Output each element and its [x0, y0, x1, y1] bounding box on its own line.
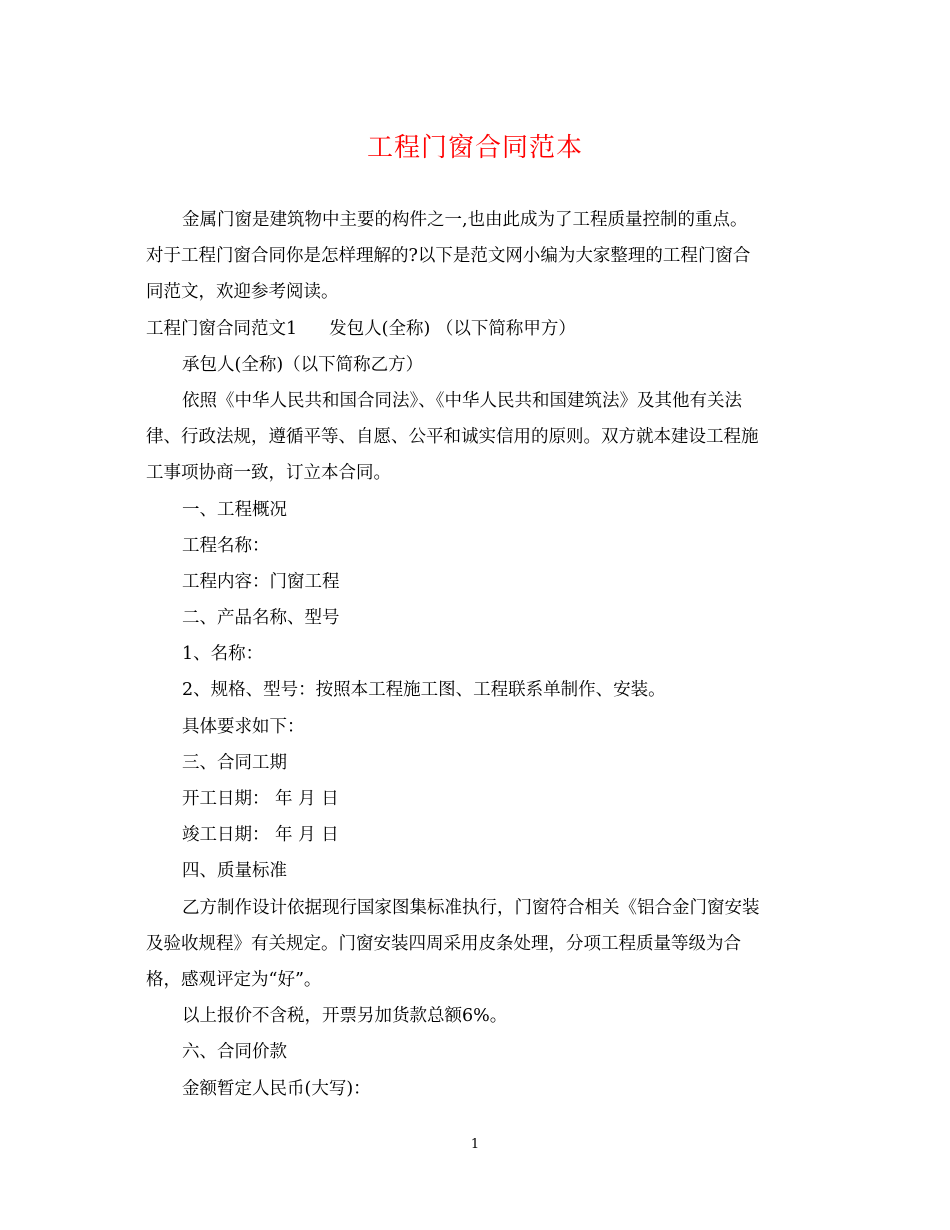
paragraph-intro-line-2: 对于工程门窗合同你是怎样理解的?以下是范文网小编为大家整理的工程门窗合	[146, 246, 751, 267]
quality-paragraph-line-2: 及验收规程》有关规定。门窗安装四周采用皮条处理，分项工程质量等级为合	[146, 933, 741, 954]
paragraph-intro-line-3: 同范文，欢迎参考阅读。	[146, 282, 339, 303]
project-content-field: 工程内容：门窗工程	[182, 571, 340, 592]
contract-heading-row	[146, 311, 806, 347]
section-heading-overview: 一、工程概况	[182, 499, 287, 520]
section-heading-quality: 四、质量标准	[182, 861, 287, 882]
legal-basis-line-2: 律、行政法规，遵循平等、自愿、公平和诚实信用的原则。双方就本建设工程施	[146, 427, 759, 448]
legal-basis-line-1: 依照《中华人民共和国合同法》、《中华人民共和国建筑法》及其他有关法	[182, 390, 742, 411]
document-body	[146, 202, 806, 1107]
quality-paragraph-line-3: 格，感观评定为“好”。	[146, 969, 322, 990]
tax-note: 以上报价不含税，开票另加货款总额6%。	[182, 1006, 508, 1027]
product-spec-field: 2、规格、型号：按照本工程施工图、工程联系单制作、安装。	[182, 680, 666, 701]
paragraph-intro-line-1: 金属门窗是建筑物中主要的构件之一,也由此成为了工程质量控制的重点。	[182, 210, 748, 230]
quality-paragraph-line-1: 乙方制作设计依据现行国家图集标准执行，门窗符合相关《铝合金门窗安装	[182, 897, 760, 918]
party-a-line: 发包人(全称) （以下简称甲方）	[329, 318, 576, 339]
amount-field: 金额暂定人民币(大写)：	[182, 1078, 371, 1099]
section-heading-product: 二、产品名称、型号	[182, 608, 340, 629]
section-heading-schedule: 三、合同工期	[182, 752, 287, 773]
requirements-label: 具体要求如下：	[182, 716, 305, 737]
page-number: 1	[470, 1137, 480, 1152]
document-title: 工程门窗合同范本	[366, 133, 583, 163]
contract-sample-label: 工程门窗合同范文1	[146, 318, 298, 339]
completion-date-field: 竣工日期： 年 月 日	[182, 825, 339, 846]
party-b-line: 承包人(全称)（以下简称乙方）	[182, 354, 424, 375]
legal-basis-line-3: 工事项协商一致，订立本合同。	[146, 463, 391, 484]
section-heading-price: 六、合同价款	[182, 1042, 287, 1063]
start-date-field: 开工日期： 年 月 日	[182, 789, 339, 809]
product-name-field: 1、名称：	[182, 644, 264, 665]
project-name-field: 工程名称：	[182, 535, 270, 556]
